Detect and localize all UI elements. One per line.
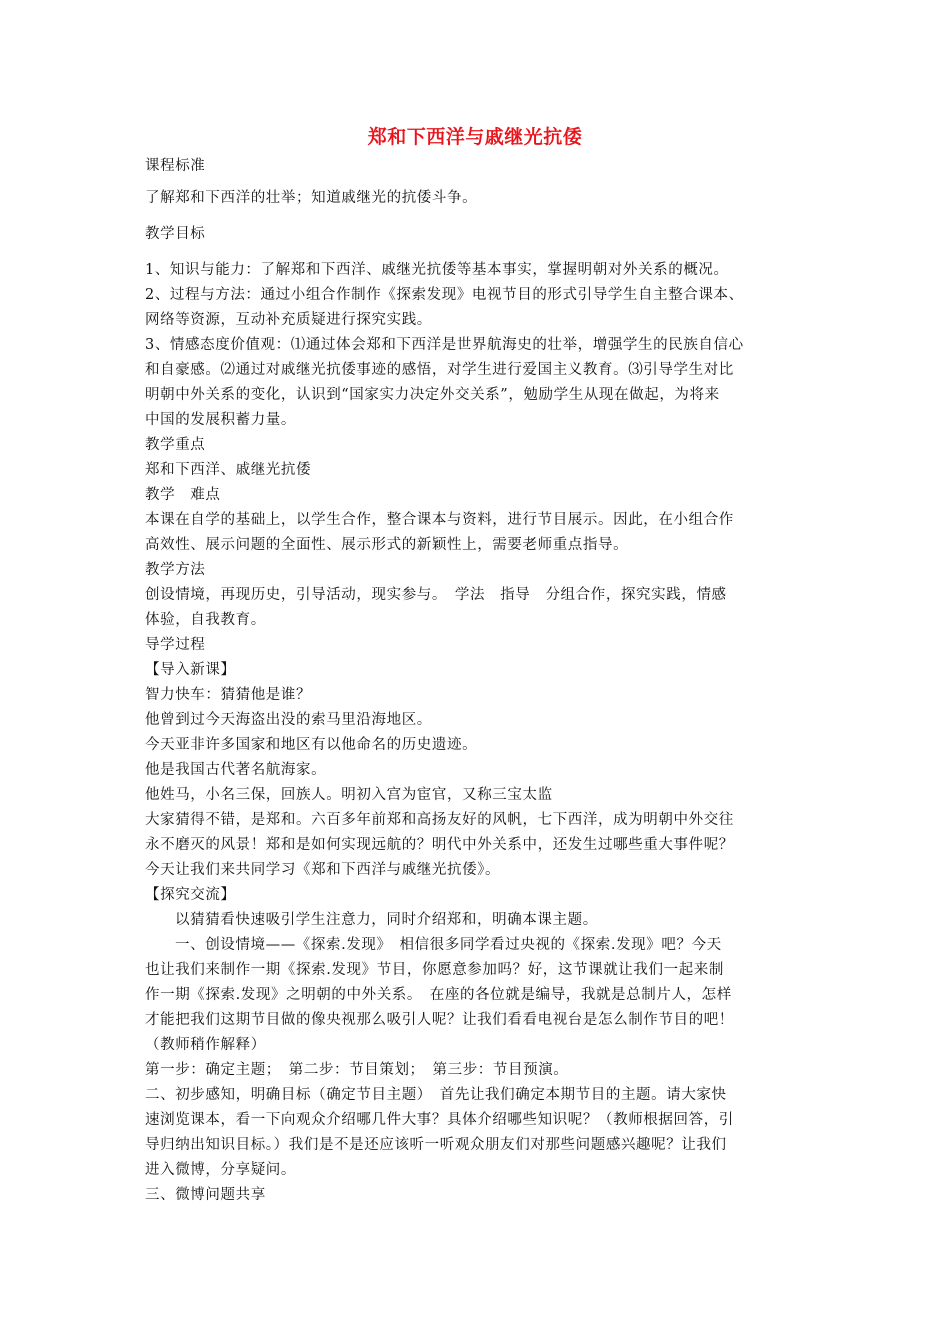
text-line: 导归纳出知识目标。）我们是不是还应该听一听观众朋友们对那些问题感兴趣呢？让我们 bbox=[145, 1137, 727, 1153]
text-line: 高效性、展示问题的全面性、展示形式的新颖性上，需要老师重点指导。 bbox=[145, 537, 629, 553]
text-line: 教学重点 bbox=[145, 437, 206, 453]
text-line: 1、知识与能力：了解郑和下西洋、戚继光抗倭等基本事实，掌握明朝对外关系的概况。 bbox=[145, 262, 729, 278]
text-line: 2、过程与方法：通过小组合作制作《探索发现》电视节目的形式引导学生自主整合课本、 bbox=[145, 287, 744, 303]
text-line: 他是我国古代著名航海家。 bbox=[145, 762, 327, 778]
text-line: 【导入新课】 bbox=[145, 662, 236, 678]
text-line: 今天亚非许多国家和地区有以他命名的历史遗迹。 bbox=[145, 737, 478, 753]
text-line: 三、微博问题共享 bbox=[145, 1187, 266, 1203]
text-line: 教学方法 bbox=[145, 562, 206, 578]
text-line: 二、初步感知，明确目标（确定节目主题） 首先让我们确定本期节目的主题。请大家快 bbox=[145, 1087, 727, 1103]
document-title: 郑和下西洋与戚继光抗倭 bbox=[367, 126, 583, 148]
text-line: 他姓马，小名三保，回族人。明初入宫为宦官，又称三宝太监 bbox=[145, 787, 553, 803]
text-line: 才能把我们这期节目做的像央视那么吸引人呢？让我们看看电视台是怎么制作节目的吧！ bbox=[145, 1012, 734, 1028]
text-line: 教学目标 bbox=[145, 226, 206, 242]
text-line: 一、创设情境——《探索.发现》 相信很多同学看过央视的《探索.发现》吧？今天 bbox=[175, 937, 722, 953]
text-line: 郑和下西洋、戚继光抗倭 bbox=[145, 462, 312, 478]
text-line: 课程标准 bbox=[145, 158, 206, 174]
text-line: 本课在自学的基础上，以学生合作，整合课本与资料，进行节目展示。因此，在小组合作 bbox=[145, 512, 734, 528]
text-line: 教学 难点 bbox=[145, 487, 221, 503]
text-line: 创设情境，再现历史，引导活动，现实参与。 学法 指导 分组合作，探究实践，情感 bbox=[145, 587, 727, 603]
text-line: 【探究交流】 bbox=[145, 887, 236, 903]
text-line: 和自豪感。⑵通过对戚继光抗倭事迹的感悟，对学生进行爱国主义教育。⑶引导学生对比 bbox=[145, 362, 734, 378]
text-line: 大家猜得不错，是郑和。六百多年前郑和高扬友好的风帆，七下西洋，成为明朝中外交往 bbox=[145, 812, 734, 828]
text-line: 以猜猜看快速吸引学生注意力，同时介绍郑和，明确本课主题。 bbox=[175, 912, 598, 928]
text-line: （教师稍作解释） bbox=[145, 1037, 266, 1053]
text-line: 智力快车：猜猜他是谁？ bbox=[145, 687, 312, 703]
text-line: 作一期《探索.发现》之明朝的中外关系。 在座的各位就是编导，我就是总制片人，怎样 bbox=[145, 987, 732, 1003]
text-line: 导学过程 bbox=[145, 637, 206, 653]
text-line: 也让我们来制作一期《探索.发现》节目，你愿意参加吗？好，这节课就让我们一起来制 bbox=[145, 962, 725, 978]
text-line: 中国的发展积蓄力量。 bbox=[145, 412, 296, 428]
text-line: 网络等资源，互动补充质疑进行探究实践。 bbox=[145, 312, 432, 328]
text-line: 了解郑和下西洋的壮举；知道戚继光的抗倭斗争。 bbox=[145, 190, 478, 206]
text-line: 明朝中外关系的变化，认识到“国家实力决定外交关系”，勉励学生从现在做起，为将来 bbox=[145, 387, 720, 403]
text-line: 第一步：确定主题； 第二步：节目策划； 第三步：节目预演。 bbox=[145, 1062, 569, 1078]
text-line: 今天让我们来共同学习《郑和下西洋与戚继光抗倭》。 bbox=[145, 862, 501, 878]
text-line: 进入微博，分享疑问。 bbox=[145, 1162, 296, 1178]
text-line: 速浏览课本，看一下向观众介绍哪几件大事？具体介绍哪些知识呢？（教师根据回答，引 bbox=[145, 1112, 734, 1128]
text-line: 他曾到过今天海盗出没的索马里沿海地区。 bbox=[145, 712, 432, 728]
text-line: 3、情感态度价值观：⑴通过体会郑和下西洋是世界航海史的壮举，增强学生的民族自信心 bbox=[145, 337, 744, 353]
text-line: 永不磨灭的风景！郑和是如何实现远航的？明代中外关系中，还发生过哪些重大事件呢？ bbox=[145, 837, 734, 853]
text-line: 体验，自我教育。 bbox=[145, 612, 266, 628]
